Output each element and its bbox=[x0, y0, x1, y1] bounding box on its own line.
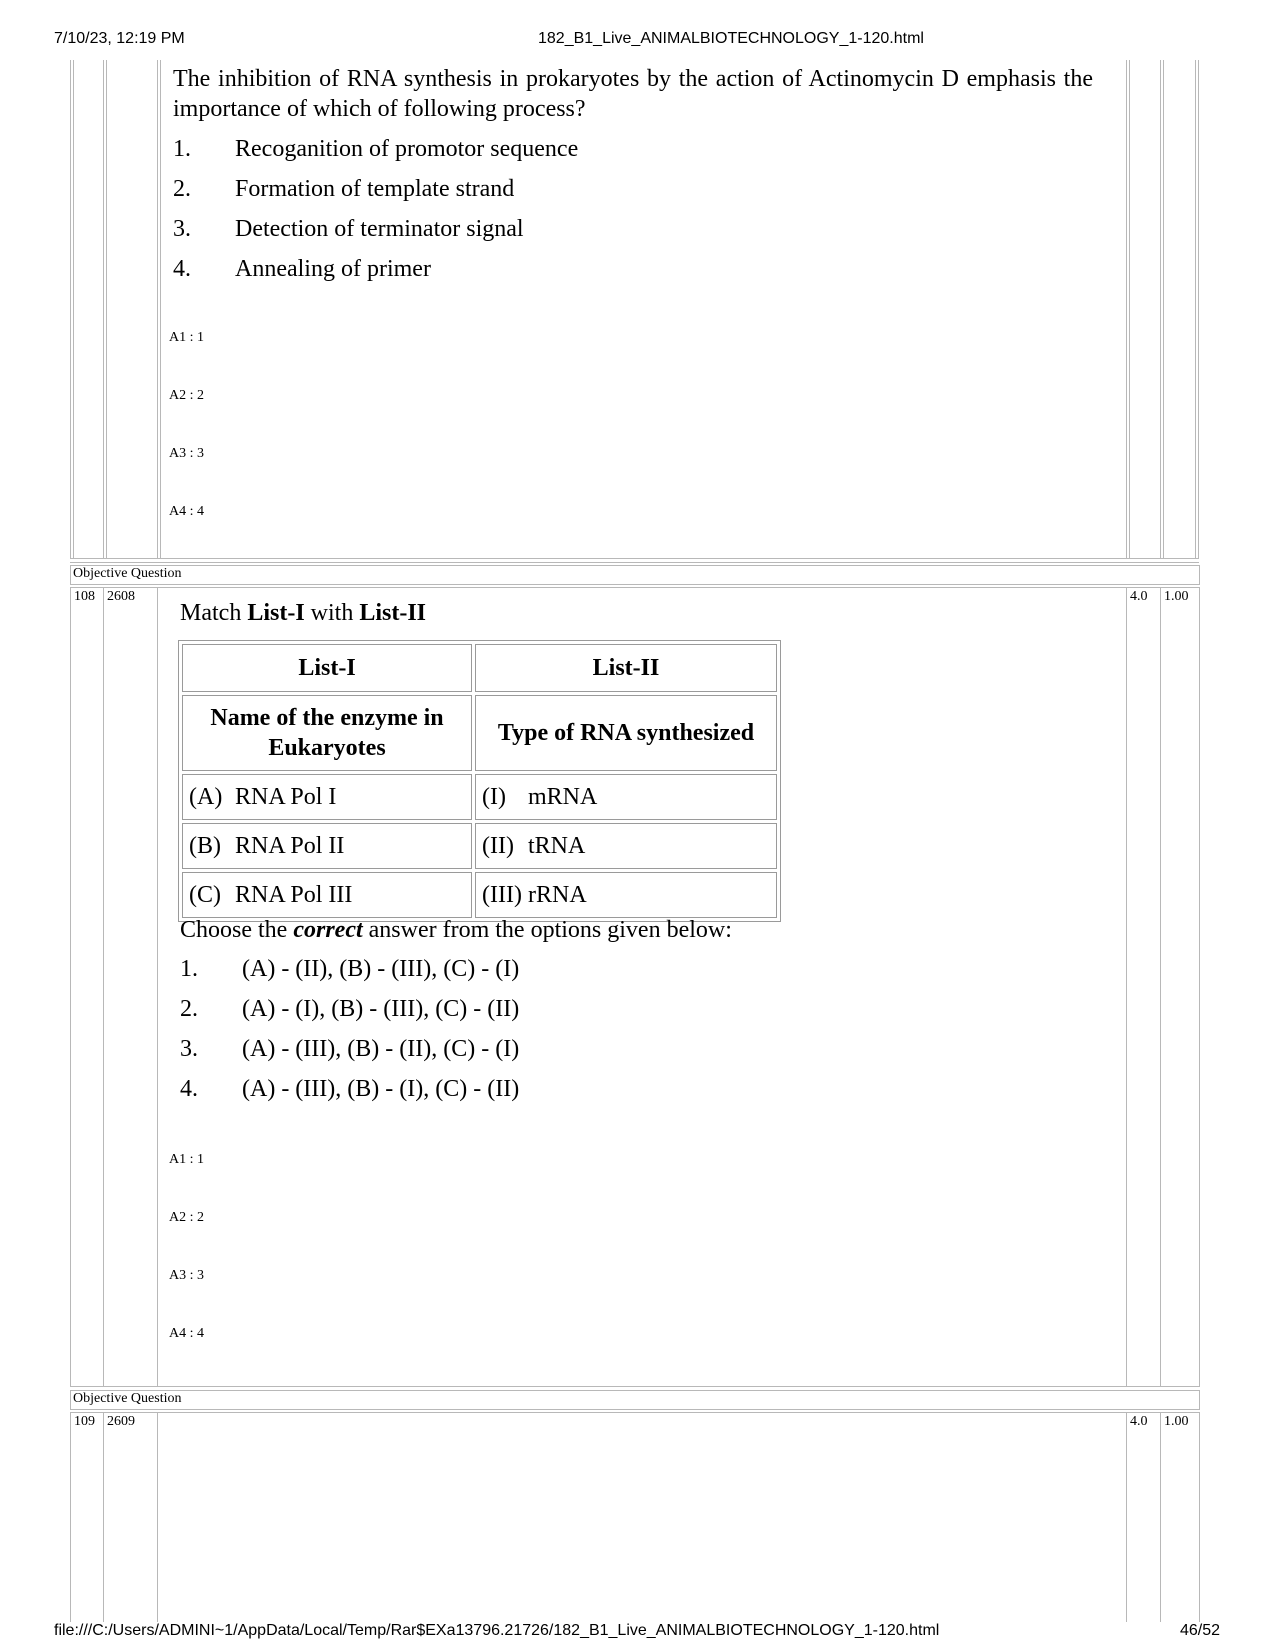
option-1: 1. (A) - (II), (B) - (III), (C) - (I) bbox=[180, 956, 520, 982]
match-table bbox=[178, 640, 781, 922]
serial-number: 108 bbox=[74, 589, 95, 604]
answer-3: A3 : 3 bbox=[169, 446, 204, 461]
table-row: (I) mRNA bbox=[475, 774, 777, 820]
page-number: 46/52 bbox=[1180, 1622, 1221, 1639]
question-type-label: Objective Question bbox=[73, 1391, 182, 1406]
table-row: (C) RNA Pol III bbox=[182, 872, 472, 918]
print-datetime: 7/10/23, 12:19 PM bbox=[54, 30, 185, 47]
table-row: (II) tRNA bbox=[475, 823, 777, 869]
option-3: 3. Detection of terminator signal bbox=[173, 216, 524, 242]
option-4: 4. (A) - (III), (B) - (I), (C) - (II) bbox=[180, 1076, 520, 1102]
option-4: 4. Annealing of primer bbox=[173, 256, 431, 282]
answer-2: A2 : 2 bbox=[169, 1210, 204, 1225]
print-title: 182_B1_Live_ANIMALBIOTECHNOLOGY_1-120.html bbox=[538, 30, 924, 47]
print-file-path: file:///C:/Users/ADMINI~1/AppData/Local/Temp/Rar$EXa13796.21726/182_B1_Live_ANIMALBIOTECHNOLOGY_1-120.html bbox=[54, 1622, 940, 1639]
negative-marks: 1.00 bbox=[1164, 589, 1189, 604]
question-type-label: Objective Question bbox=[73, 566, 182, 581]
option-2: 2. (A) - (I), (B) - (III), (C) - (II) bbox=[180, 996, 520, 1022]
question-107-text: The inhibition of RNA synthesis in prokaryotes by the action of Actinomycin D emphasis the importance of which of following process? bbox=[173, 66, 1093, 122]
answer-3: A3 : 3 bbox=[169, 1268, 204, 1283]
question-id: 2608 bbox=[107, 589, 135, 604]
marks: 4.0 bbox=[1130, 589, 1148, 604]
marks: 4.0 bbox=[1130, 1414, 1148, 1429]
choose-instruction: Choose the correct answer from the options given below: bbox=[180, 917, 732, 943]
list-2-header: List-II bbox=[475, 644, 777, 692]
list-1-header: List-I bbox=[182, 644, 472, 692]
list-2-subheader: Type of RNA synthesized bbox=[475, 695, 777, 771]
question-108-type-row bbox=[70, 565, 1200, 585]
table-row: (B) RNA Pol II bbox=[182, 823, 472, 869]
answer-1: A1 : 1 bbox=[169, 1152, 204, 1167]
answer-4: A4 : 4 bbox=[169, 504, 204, 519]
answer-4: A4 : 4 bbox=[169, 1326, 204, 1341]
question-108-intro: Match List-I with List-II bbox=[180, 600, 427, 626]
answer-1: A1 : 1 bbox=[169, 330, 204, 345]
question-109-type-row bbox=[70, 1390, 1200, 1410]
serial-number: 109 bbox=[74, 1414, 95, 1429]
negative-marks: 1.00 bbox=[1164, 1414, 1189, 1429]
table-row: (III) rRNA bbox=[475, 872, 777, 918]
option-3: 3. (A) - (III), (B) - (II), (C) - (I) bbox=[180, 1036, 520, 1062]
list-1-subheader: Name of the enzyme in Eukaryotes bbox=[182, 695, 472, 771]
question-id: 2609 bbox=[107, 1414, 135, 1429]
table-row: (A) RNA Pol I bbox=[182, 774, 472, 820]
option-1: 1. Recoganition of promotor sequence bbox=[173, 136, 579, 162]
option-2: 2. Formation of template strand bbox=[173, 176, 515, 202]
answer-2: A2 : 2 bbox=[169, 388, 204, 403]
